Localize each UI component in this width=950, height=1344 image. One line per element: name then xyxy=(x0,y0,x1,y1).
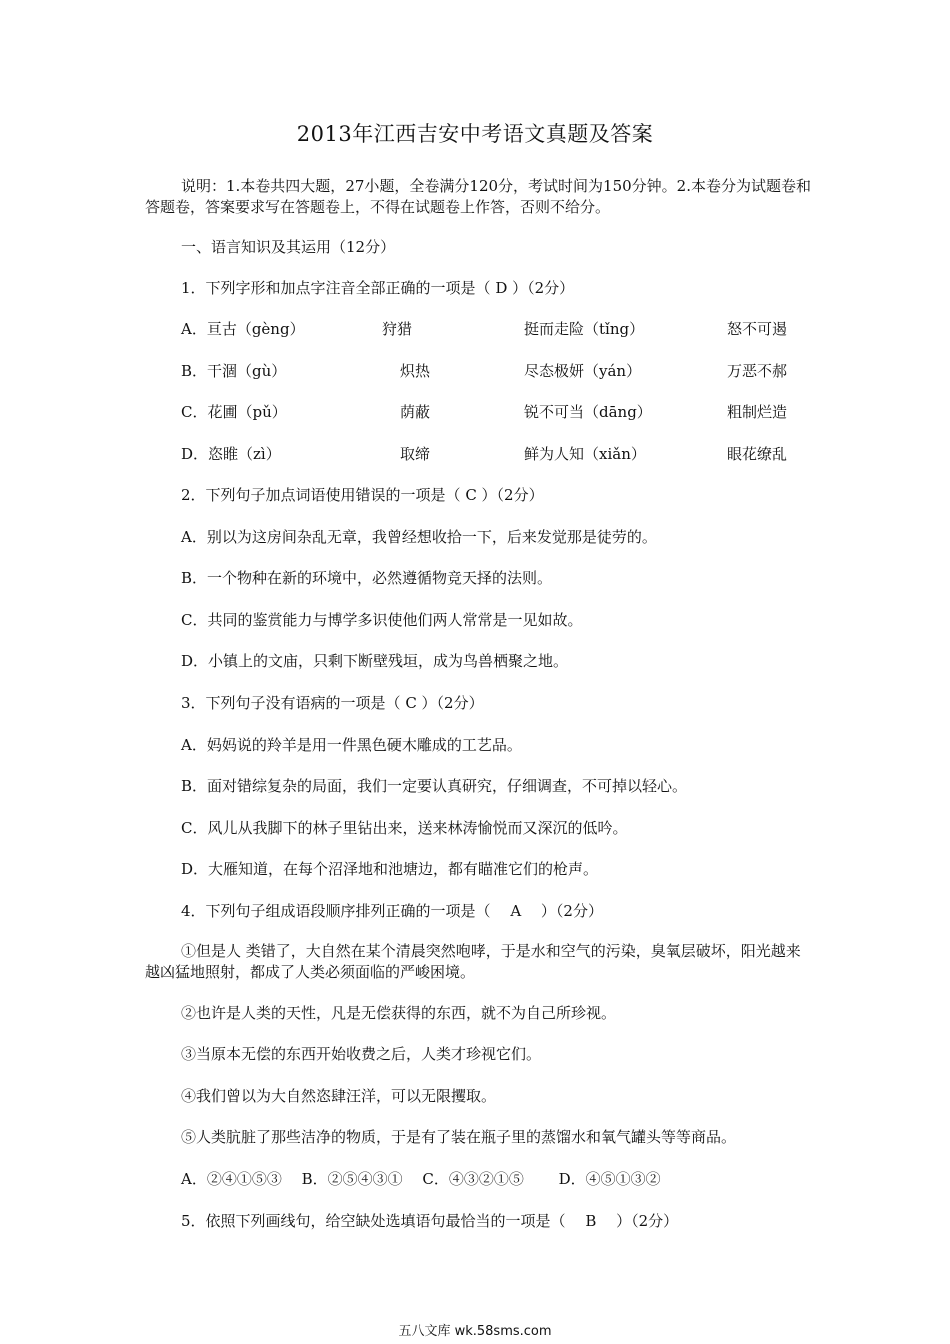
q4-sentence-1: ①但是人 类错了，大自然在某个清晨突然咆哮，于是水和空气的污染，臭氧层破坏，阳光越来越凶猛地照射，都成了人类必须面临的严峻困境。 xyxy=(145,942,801,981)
q3-option-b: B．面对错综复杂的局面，我们一定要认真研究，仔细调查，不可掉以轻心。 xyxy=(181,777,688,795)
q1-option-row-d: D．恣睢（zì） 取缔 鲜为人知（xiǎn） 眼花缭乱 xyxy=(181,445,788,463)
q3-option-d: D．大雁知道，在每个沼泽地和池塘边，都有瞄准它们的枪声。 xyxy=(181,860,599,878)
page-title: 2013年江西吉安中考语文真题及答案 xyxy=(296,122,654,146)
footer-watermark: 五八文库 wk.58sms.com xyxy=(398,1324,552,1339)
question-3-stem: 3．下列句子没有语病的一项是（ C ）（2分） xyxy=(181,694,484,712)
q2-option-c: C．共同的鉴赏能力与博学多识使他们两人常常是一见如故。 xyxy=(181,611,583,629)
q1-option-row-c: C．花圃（pǔ） 荫蔽 锐不可当（dāng） 粗制烂造 xyxy=(181,403,788,421)
q3-option-a: A．妈妈说的羚羊是用一件黑色硬木雕成的工艺品。 xyxy=(181,736,522,754)
q2-option-d: D．小镇上的文庙，只剩下断壁残垣，成为鸟兽栖聚之地。 xyxy=(181,652,569,670)
q2-option-b: B．一个物种在新的环境中，必然遵循物竞天择的法则。 xyxy=(181,569,553,587)
q4-sentence-3: ③当原本无偿的东西开始收费之后，人类才珍视它们。 xyxy=(181,1045,542,1063)
intro-paragraph: 说明：1.本卷共四大题，27小题，全卷满分120分，考试时间为150分钟。2.本卷分为试题卷和答题卷，答案要求写在答题卷上，不得在试题卷上作答，否则不给分。 xyxy=(145,177,811,216)
q3-option-c: C．风儿从我脚下的林子里钻出来，送来林涛愉悦而又深沉的低吟。 xyxy=(181,819,628,837)
q1-option-row-b: B．干涸（gù） 炽热 尽态极妍（yán） 万恶不郝 xyxy=(181,362,788,380)
q2-option-a: A．别以为这房间杂乱无章，我曾经想收拾一下，后来发觉那是徒劳的。 xyxy=(181,528,657,546)
question-5-stem: 5．依照下列画线句，给空缺处选填语句最恰当的一项是（ B ）（2分） xyxy=(181,1212,679,1230)
q4-sentence-2: ②也许是人类的天性，凡是无偿获得的东西，就不为自己所珍视。 xyxy=(181,1004,617,1022)
section-heading: 一、语言知识及其运用（12分） xyxy=(181,238,396,256)
q4-answer-options: A．②④①⑤③ B．②⑤④③① C．④③②①⑤ D．④⑤①③② xyxy=(181,1170,661,1188)
q4-sentence-5: ⑤人类肮脏了那些洁净的物质，于是有了装在瓶子里的蒸馏水和氧气罐头等等商品。 xyxy=(181,1128,737,1146)
q1-option-row-a: A．亘古（gèng） 狩猎 挺而走险（tǐng） 怒不可遏 xyxy=(181,320,788,338)
question-4-stem: 4．下列句子组成语段顺序排列正确的一项是（ A ）（2分） xyxy=(181,902,603,920)
q4-sentence-4: ④我们曾以为大自然恣肆汪洋，可以无限攫取。 xyxy=(181,1087,497,1105)
question-2-stem: 2．下列句子加点词语使用错误的一项是（ C ）（2分） xyxy=(181,486,544,504)
question-1-stem: 1．下列字形和加点字注音全部正确的一项是（ D ）（2分） xyxy=(181,279,575,297)
